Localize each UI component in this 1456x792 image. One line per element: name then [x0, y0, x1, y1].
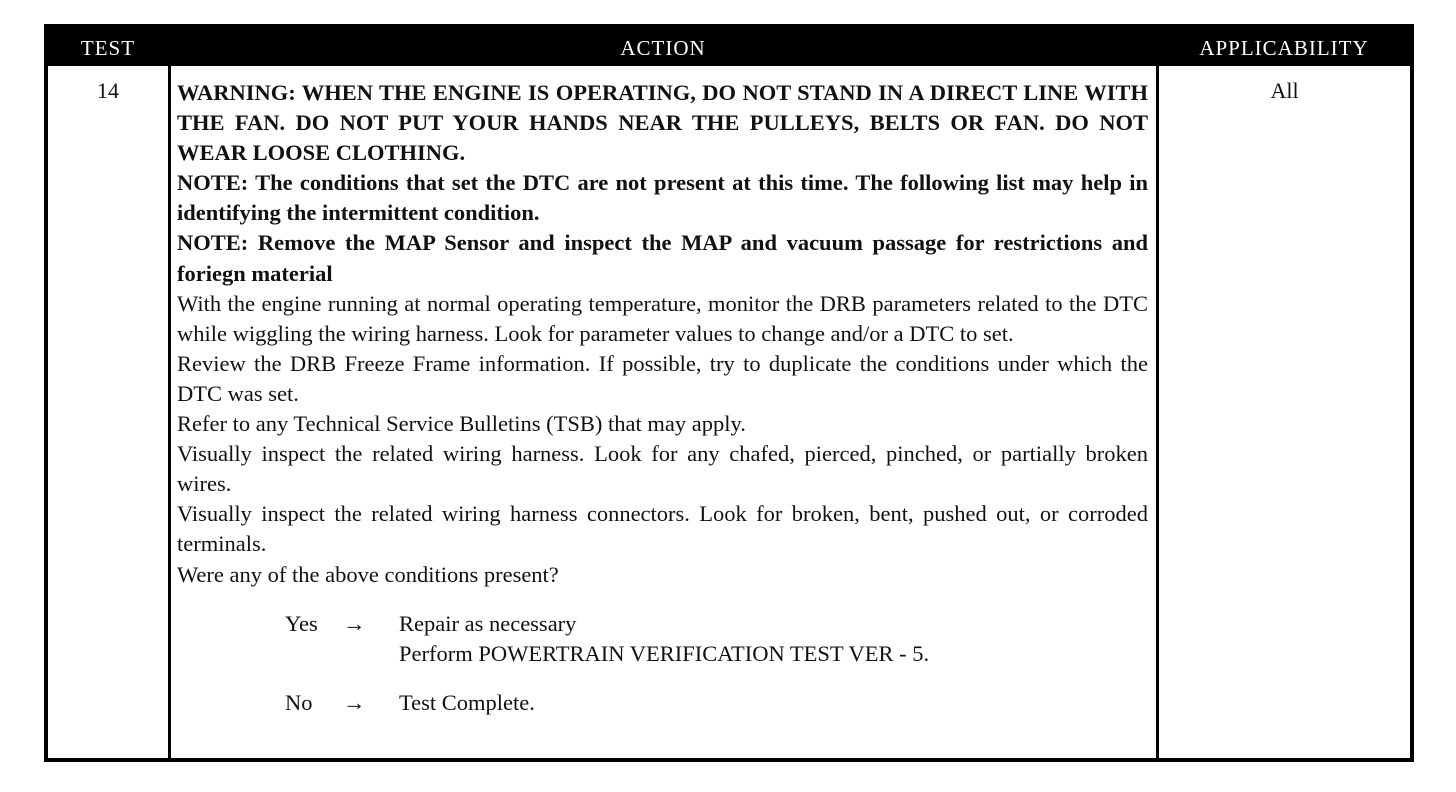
- yes-result: [399, 609, 929, 669]
- yes-label: Yes: [285, 610, 318, 636]
- step-inspect-connectors: Visually inspect the related wiring harness connectors. Look for broken, bent, pushed out, or corroded terminals.: [177, 501, 1148, 557]
- test-number: 14: [97, 78, 119, 103]
- question-text: Were any of the above conditions present?: [177, 561, 559, 587]
- outcome-no: [285, 688, 1148, 718]
- header-test: TEST: [80, 36, 136, 60]
- header-action: ACTION: [620, 36, 706, 60]
- header-applicability: APPLICABILITY: [1199, 36, 1369, 60]
- no-label: No: [285, 689, 313, 715]
- yes-result-line: Perform POWERTRAIN VERIFICATION TEST VER - 5.: [399, 640, 930, 666]
- note-conditions: NOTE: The conditions that set the DTC are not present at this time. The following list may help in identifying the intermittent condition.: [177, 170, 1148, 226]
- outcomes: [285, 609, 1148, 718]
- step-freeze-frame: Review the DRB Freeze Frame information. If possible, try to duplicate the conditions under which the DTC was set.: [177, 350, 1148, 406]
- no-result-line: Test Complete.: [399, 689, 535, 715]
- column-divider: [1156, 66, 1159, 758]
- right-arrow-icon: →: [343, 689, 366, 715]
- outcome-yes: [285, 609, 1148, 669]
- note-map-sensor: NOTE: Remove the MAP Sensor and inspect the MAP and vacuum passage for restrictions and foriegn material: [177, 230, 1148, 286]
- table-header: [48, 28, 1410, 66]
- diagnostic-test-table: [44, 24, 1414, 762]
- step-inspect-harness: Visually inspect the related wiring harness. Look for any chafed, pierced, pinched, or partially broken wires.: [177, 441, 1148, 497]
- yes-result-line: Repair as necessary: [399, 610, 577, 636]
- warning-text: WARNING: WHEN THE ENGINE IS OPERATING, DO NOT STAND IN A DIRECT LINE WITH THE FAN. DO NOT PUT YOUR HANDS NEAR THE PULLEYS, BELTS OR FAN. DO NOT WEAR LOOSE CLOTHING.: [177, 80, 1148, 166]
- action-cell: [177, 78, 1148, 718]
- step-monitor-drb: With the engine running at normal operating temperature, monitor the DRB parameters related to the DTC while wiggling the wiring harness. Look for parameter values to change and/or a DTC to set.: [177, 290, 1148, 346]
- column-divider: [168, 66, 171, 758]
- no-result: [399, 688, 535, 718]
- step-tsb: Refer to any Technical Service Bulletins (TSB) that may apply.: [177, 411, 746, 437]
- right-arrow-icon: →: [343, 610, 366, 636]
- applicability-value: All: [1270, 78, 1299, 103]
